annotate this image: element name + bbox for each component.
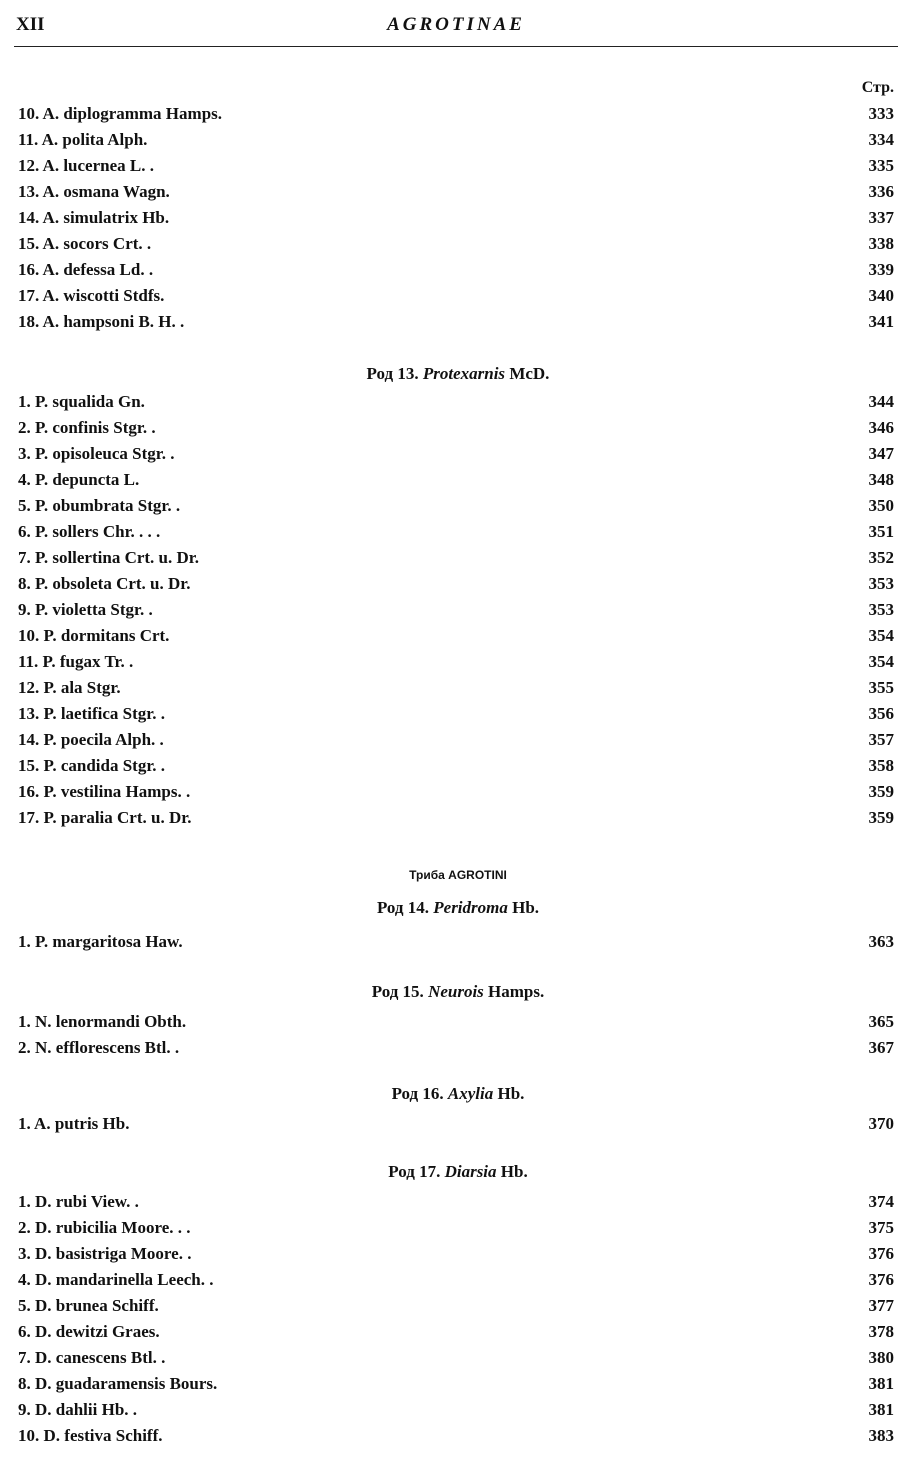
- list-item: [14, 416, 894, 442]
- genus-author: McD.: [505, 364, 550, 383]
- species-name: 10. A. diplogramma Hamps.: [18, 104, 223, 123]
- genus-prefix: Род 17.: [388, 1162, 445, 1181]
- species-name: 14. P. poecila Alph. .: [18, 730, 164, 749]
- species-name: 2. P. confinis Stgr. .: [18, 418, 156, 437]
- page-number-ref: 376: [868, 1270, 894, 1289]
- list-item: [14, 572, 894, 598]
- species-name: 17. P. paralia Crt. u. Dr.: [18, 808, 192, 827]
- page-number-ref: 347: [868, 444, 894, 463]
- page-number-ref: 376: [868, 1244, 894, 1263]
- list-item: [14, 390, 894, 416]
- list-item: [14, 232, 894, 258]
- page-number-ref: 359: [868, 782, 894, 801]
- page-number-ref: 338: [868, 234, 894, 253]
- page-number-ref: 350: [868, 496, 894, 515]
- list-item: [14, 1424, 894, 1450]
- species-name: 3. P. opisoleuca Stgr. .: [18, 444, 175, 463]
- species-name: 8. D. guadaramensis Bours.: [18, 1374, 218, 1393]
- species-name: 2. N. efflorescens Btl. .: [18, 1038, 180, 1057]
- list-item: [14, 442, 894, 468]
- list-item: [14, 598, 894, 624]
- list-item: [14, 1398, 894, 1424]
- page-number-ref: 353: [868, 574, 894, 593]
- page-number-ref: 340: [868, 286, 894, 305]
- genus-17-heading: [0, 1162, 916, 1182]
- species-name: 10. P. dormitans Crt.: [18, 626, 170, 645]
- list-item: [14, 258, 894, 284]
- page-number-ref: 337: [868, 208, 894, 227]
- genus-name: Axylia: [447, 1084, 494, 1103]
- species-name: 13. A. osmana Wagn.: [18, 182, 170, 201]
- species-name: 12. A. lucernea L. .: [18, 156, 154, 175]
- genus-16-heading: [0, 1084, 916, 1104]
- page-number-ref: 358: [868, 756, 894, 775]
- species-name: 7. P. sollertina Crt. u. Dr.: [18, 548, 200, 567]
- genus-15-heading: [0, 982, 916, 1002]
- list-item: [14, 676, 894, 702]
- list-item: [14, 180, 894, 206]
- page-number-ref: 336: [868, 182, 894, 201]
- species-name: 5. D. brunea Schiff.: [18, 1296, 159, 1315]
- species-name: 8. P. obsoleta Crt. u. Dr.: [18, 574, 191, 593]
- list-item: [14, 1268, 894, 1294]
- list-genus-15: [14, 1010, 894, 1062]
- species-name: 18. A. hampsoni B. H. .: [18, 312, 185, 331]
- species-name: 10. D. festiva Schiff.: [18, 1426, 163, 1445]
- species-name: 3. D. basistriga Moore. .: [18, 1244, 192, 1263]
- genus-prefix: Род 13.: [366, 364, 423, 383]
- list-item: [14, 728, 894, 754]
- species-name: 16. A. defessa Ld. .: [18, 260, 154, 279]
- list-item: [14, 520, 894, 546]
- page-number-ref: 380: [868, 1348, 894, 1367]
- list-item: [14, 650, 894, 676]
- genus-author: Hb.: [496, 1162, 528, 1181]
- page-number-ref: 363: [868, 932, 894, 951]
- page-number-ref: 357: [868, 730, 894, 749]
- species-name: 12. P. ala Stgr.: [18, 678, 121, 697]
- list-item: [14, 310, 894, 336]
- list-top: [14, 102, 894, 336]
- page-number-ref: 348: [868, 470, 894, 489]
- tribe-heading: Триба AGROTINI: [409, 868, 507, 882]
- page-number-ref: 355: [868, 678, 894, 697]
- species-name: 6. P. sollers Chr. . . .: [18, 522, 161, 541]
- page-number-ref: 341: [868, 312, 894, 331]
- genus-name: Neurois: [428, 982, 484, 1001]
- page-number: XII: [16, 14, 45, 35]
- list-item: [14, 154, 894, 180]
- list-item: [14, 780, 894, 806]
- species-name: 7. D. canescens Btl. .: [18, 1348, 166, 1367]
- page-number-ref: 334: [868, 130, 894, 149]
- list-genus-16: [14, 1112, 894, 1138]
- list-genus-17: [14, 1190, 894, 1450]
- page-number-ref: 356: [868, 704, 894, 723]
- genus-author: Hamps.: [483, 982, 545, 1001]
- species-name: 1. P. squalida Gn.: [18, 392, 145, 411]
- page-number-ref: 381: [868, 1374, 894, 1393]
- page-number-ref: 381: [868, 1400, 894, 1419]
- species-name: 15. A. socors Crt. .: [18, 234, 152, 253]
- page-number-ref: 344: [868, 392, 894, 411]
- list-item: [14, 102, 894, 128]
- list-item: [14, 1190, 894, 1216]
- genus-name: Protexarnis: [422, 364, 506, 383]
- species-name: 15. P. candida Stgr. .: [18, 756, 166, 775]
- genus-author: Hb.: [493, 1084, 525, 1103]
- species-name: 5. P. obumbrata Stgr. .: [18, 496, 181, 515]
- header-rule: [14, 46, 898, 47]
- genus-13-heading: [0, 364, 916, 384]
- list-item: [14, 930, 894, 956]
- list-item: [14, 1242, 894, 1268]
- species-name: 4. D. mandarinella Leech. .: [18, 1270, 214, 1289]
- list-item: [14, 468, 894, 494]
- page-number-ref: 375: [868, 1218, 894, 1237]
- list-item: [14, 1036, 894, 1062]
- species-name: 11. A. polita Alph.: [18, 130, 148, 149]
- list-item: [14, 1346, 894, 1372]
- species-name: 13. P. laetifica Stgr. .: [18, 704, 166, 723]
- list-item: [14, 284, 894, 310]
- list-item: [14, 754, 894, 780]
- genus-prefix: Род 14.: [376, 898, 434, 917]
- genus-prefix: Род 15.: [371, 982, 429, 1001]
- list-item: [14, 206, 894, 232]
- page-number-ref: 352: [868, 548, 894, 567]
- page-number-ref: 370: [868, 1114, 894, 1133]
- page-header: [14, 14, 898, 44]
- species-name: 16. P. vestilina Hamps. .: [18, 782, 191, 801]
- species-name: 11. P. fugax Tr. .: [18, 652, 134, 671]
- list-item: [14, 624, 894, 650]
- species-name: 4. P. depuncta L.: [18, 470, 140, 489]
- list-item: [14, 806, 894, 832]
- species-name: 2. D. rubicilia Moore. . .: [18, 1218, 191, 1237]
- page-column-header: Стр.: [861, 79, 894, 96]
- species-name: 6. D. dewitzi Graes.: [18, 1322, 160, 1341]
- species-name: 14. A. simulatrix Hb.: [18, 208, 170, 227]
- species-name: 1. D. rubi View. .: [18, 1192, 139, 1211]
- running-title: AGROTINAE: [387, 14, 525, 35]
- page-number-ref: 351: [868, 522, 894, 541]
- list-item: [14, 1112, 894, 1138]
- page-number-ref: 359: [868, 808, 894, 827]
- species-name: 1. A. putris Hb.: [18, 1114, 130, 1133]
- species-name: 1. P. margaritosa Haw.: [18, 932, 183, 951]
- list-genus-13: [14, 390, 894, 832]
- page-number-ref: 374: [868, 1192, 894, 1211]
- genus-14-heading: [0, 898, 916, 918]
- page-number-ref: 354: [868, 652, 894, 671]
- species-name: 17. A. wiscotti Stdfs.: [18, 286, 165, 305]
- page-number-ref: 346: [868, 418, 894, 437]
- page-number-ref: 353: [868, 600, 894, 619]
- page-number-ref: 335: [868, 156, 894, 175]
- list-item: [14, 1294, 894, 1320]
- genus-name: Peridroma: [433, 898, 508, 917]
- page-number-ref: 367: [868, 1038, 894, 1057]
- page-number-ref: 354: [868, 626, 894, 645]
- list-item: [14, 1010, 894, 1036]
- page-number-ref: 383: [868, 1426, 894, 1445]
- list-item: [14, 128, 894, 154]
- genus-name: Diarsia: [444, 1162, 497, 1181]
- genus-prefix: Род 16.: [391, 1084, 448, 1103]
- genus-author: Hb.: [507, 898, 540, 917]
- species-name: 1. N. lenormandi Obth.: [18, 1012, 187, 1031]
- list-genus-14: [14, 930, 894, 956]
- species-name: 9. D. dahlii Hb. .: [18, 1400, 138, 1419]
- list-item: [14, 494, 894, 520]
- page-number-ref: 333: [868, 104, 894, 123]
- list-item: [14, 1372, 894, 1398]
- species-name: 9. P. violetta Stgr. .: [18, 600, 153, 619]
- list-item: [14, 1320, 894, 1346]
- page-number-ref: 378: [868, 1322, 894, 1341]
- page-number-ref: 377: [868, 1296, 894, 1315]
- list-item: [14, 1216, 894, 1242]
- page-number-ref: 365: [868, 1012, 894, 1031]
- page-number-ref: 339: [868, 260, 894, 279]
- list-item: [14, 546, 894, 572]
- list-item: [14, 702, 894, 728]
